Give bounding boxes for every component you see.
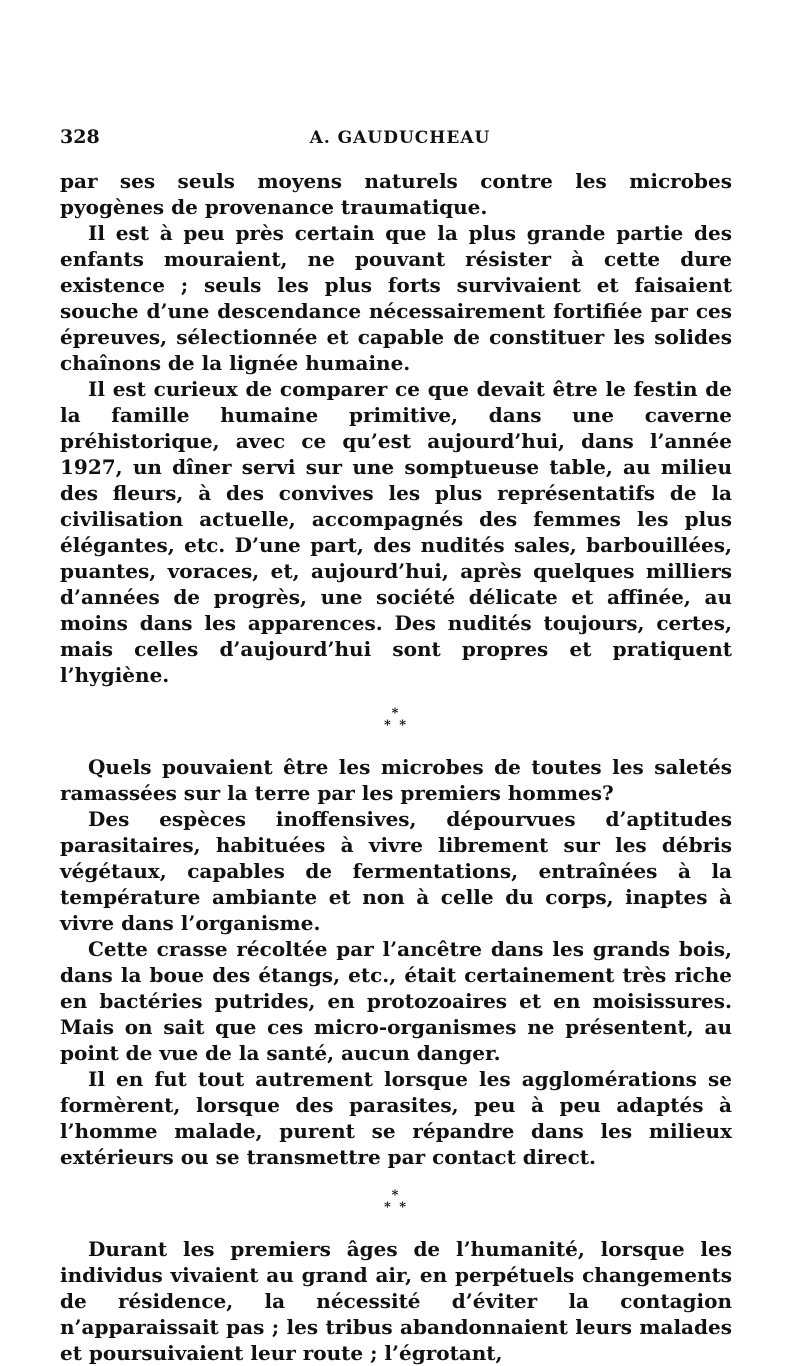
section-separator (60, 708, 732, 732)
page-header (0, 118, 800, 158)
paragraph: Des espèces inoffensives, dépourvues d’aptitudes parasitaires, habituées à vivre librement sur les débris végétaux, capables de fermentations, entraînées à la température ambiante et non à celle du corps, inaptes à vivre dans l’organisme. (60, 807, 732, 935)
asterism-top: * (391, 1188, 401, 1203)
section-separator (60, 1190, 732, 1214)
paragraph: Quels pouvaient être les microbes de toutes les saletés ramassées sur la terre par les premiers hommes? (60, 755, 732, 805)
page-number: 328 (60, 126, 100, 148)
paragraph-continued: par ses seuls moyens naturels contre les microbes pyogènes de provenance traumatique. (60, 169, 732, 219)
paragraph: Il est à peu près certain que la plus grande partie des enfants mouraient, ne pouvant résister à cette dure existence ; seuls les plus forts survivaient et faisaient souche d’une descendance nécessairement fortifiée par ces épreuves, sélectionnée et capable de constituer les solides chaînons de la lignée humaine. (60, 221, 732, 375)
paragraph: Il est curieux de comparer ce que devait être le festin de la famille humaine primitive, dans une caverne préhistorique, avec ce qu’est aujourd’hui, dans l’année 1927, un dîner servi sur une somptueuse table, au milieu des fleurs, à des convives les plus représentatifs de la civilisation actuelle, accompagnés des femmes les plus élégantes, etc. D’une part, des nudités sales, barbouillées, puantes, voraces, et, aujourd’hui, après quelques milliers d’années de progrès, une société délicate et affinée, au moins dans les apparences. Des nudités toujours, certes, mais celles d’aujourd’hui sont propres et pratiquent l’hygiène. (60, 377, 732, 687)
paragraph: Il en fut tout autrement lorsque les agglomérations se formèrent, lorsque des parasites, peu à peu adaptés à l’homme malade, purent se répandre dans les milieux extérieurs ou se transmettre par contact direct. (60, 1067, 732, 1169)
paragraph: Cette crasse récoltée par l’ancêtre dans les grands bois, dans la boue des étangs, etc., était certainement très riche en bactéries putrides, en protozoaires et en moisissures. Mais on sait que ces micro-organismes ne présentent, au point de vue de la santé, aucun danger. (60, 937, 732, 1065)
asterism-bottom: * * (383, 718, 409, 733)
running-head: A. GAUDUCHEAU (309, 128, 491, 148)
page-body (60, 168, 732, 1366)
asterism-top: * (391, 706, 401, 721)
asterism-bottom: * * (383, 1200, 409, 1215)
paragraph: Durant les premiers âges de l’humanité, lorsque les individus vivaient au grand air, en perpétuels changements de résidence, la nécessité d’éviter la contagion n’apparaissait pas ; les tribus abandonnaient leurs malades et poursuivaient leur route ; l’égrotant, (60, 1237, 732, 1365)
